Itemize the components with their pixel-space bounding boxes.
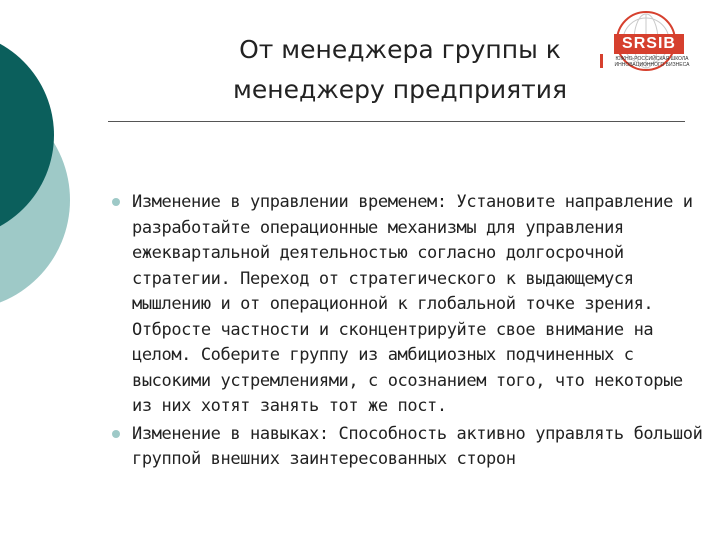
bullet-item [112,190,704,420]
dark-teal-circle [0,31,54,239]
bullet-item [112,422,704,473]
bullet-dot-icon [112,430,120,438]
title-divider [108,121,685,122]
slide-title: От менеджера группы к менеджеру предприятия [233,35,567,104]
bullet-list [112,190,704,475]
bullet-text: Изменение в управлении временем: Установите направление и разработайте операционные механизмы для управления ежеквартальной деятельностью согласно долгосрочной стратегии. Переход от стратегического к выдающемуся мышлению и от операционной к глобальной точке зрения. Отбросте частности и сконцентрируйте свое внимание на целом. Соберите группу из амбициозных подчиненных с высокими устремлениями, с осознанием того, что некоторые из них хотят занять тот же пост. [132,192,693,416]
bullet-dot-icon [112,198,120,206]
bullet-text: Изменение в навыках: Способность активно управлять большой группой внешних заинтересованных сторон [132,423,703,469]
light-teal-circle [0,90,70,310]
logo-wordmark: SRSIB [614,34,684,54]
logo-subtitle: ЮЖНО-РОССИЙСКАЯ ШКОЛА ИННОВАЦИОННОГО БИЗНЕСА [614,56,690,68]
